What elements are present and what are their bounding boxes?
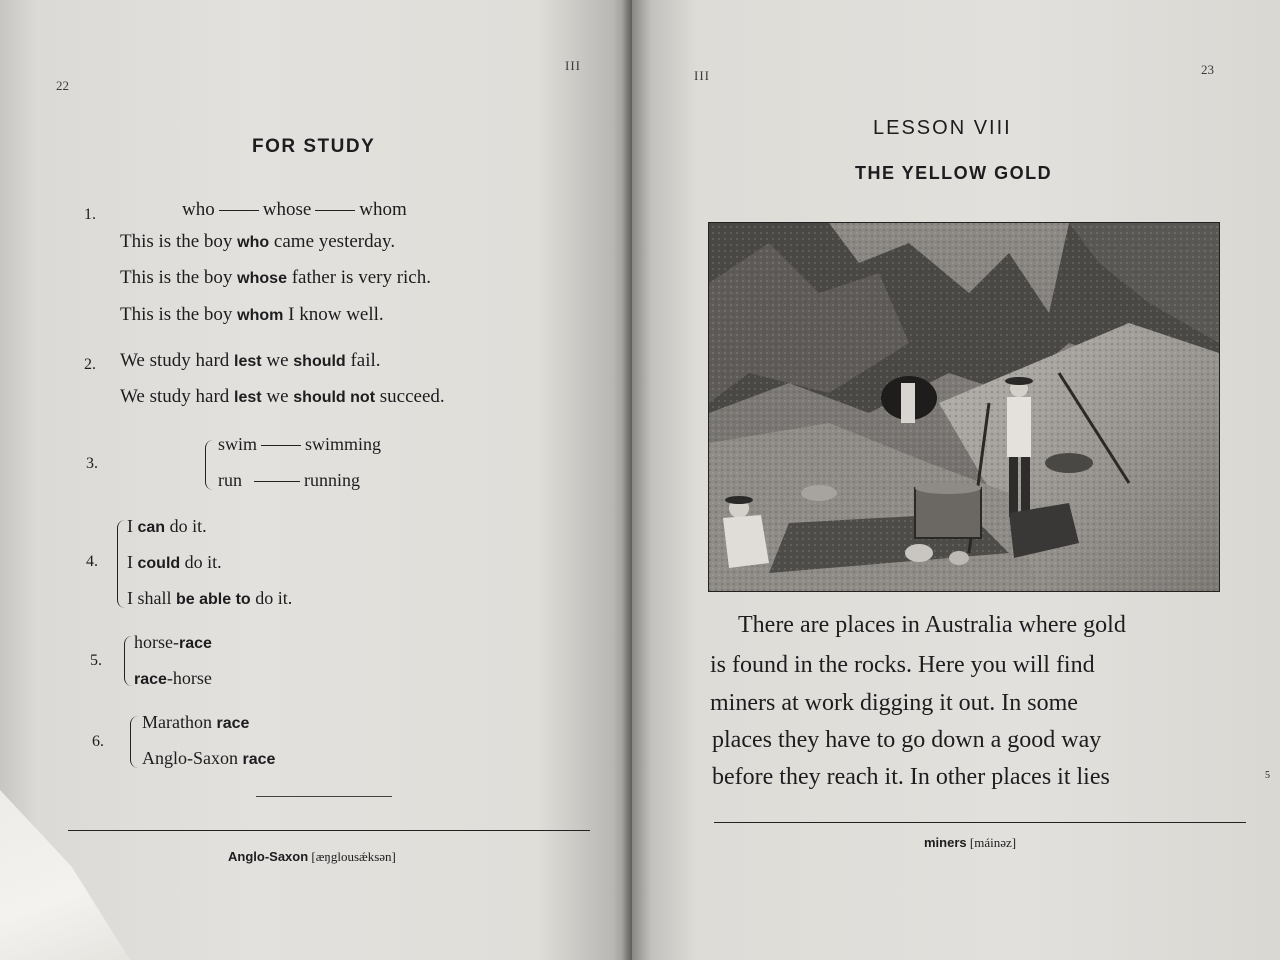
- example-sentence: [120, 267, 431, 289]
- sentence-text: This is the boy: [120, 231, 233, 252]
- bold-word: should: [293, 353, 346, 370]
- bold-word: should not: [293, 389, 376, 406]
- bold-word: race: [178, 635, 212, 652]
- word-pair: [218, 434, 381, 455]
- bold-word: race: [134, 671, 167, 688]
- derived-word: swimming: [305, 434, 382, 454]
- item-number: 2.: [84, 356, 96, 373]
- lesson-text-line: There are places in Australia where gold: [738, 612, 1126, 638]
- footnote-rule: [714, 822, 1246, 823]
- footnote-word: Anglo-Saxon: [228, 849, 309, 864]
- sentence-text: succeed.: [379, 386, 445, 407]
- phrase: [142, 748, 275, 769]
- footnote-word: miners: [924, 835, 967, 850]
- lesson-title: THE YELLOW GOLD: [855, 163, 1053, 183]
- sentence-text: father is very rich.: [291, 267, 431, 288]
- word-who: who: [182, 199, 215, 220]
- sentence-text: I shall: [127, 588, 172, 608]
- bold-word: lest: [234, 389, 262, 406]
- lesson-text-line: is found in the rocks. Here you will find: [710, 652, 1095, 678]
- dash: [219, 210, 259, 211]
- word-whose: whose: [262, 199, 312, 220]
- example-sentence: [120, 304, 384, 326]
- line-number-marker: 5: [1265, 770, 1270, 781]
- sentence-text: came yesterday.: [273, 231, 396, 252]
- dash: [254, 481, 300, 482]
- footnote: [924, 835, 1016, 851]
- sentence-text: I: [127, 516, 133, 536]
- word-forms-row: [182, 199, 407, 221]
- example-sentence: [120, 350, 381, 372]
- item-number: 3.: [86, 455, 98, 472]
- brace: [130, 716, 139, 768]
- word-pair: [218, 470, 360, 491]
- derived-word: running: [304, 470, 360, 490]
- bold-word: be able to: [176, 591, 251, 608]
- lesson-text-line: miners at work digging it out. In some: [710, 690, 1078, 716]
- word-part: horse-: [134, 632, 179, 652]
- bold-word: who: [237, 234, 270, 251]
- bold-word: could: [137, 555, 181, 572]
- page-number: 23: [1201, 62, 1214, 77]
- dash: [261, 445, 301, 446]
- modal-sentence: [127, 552, 222, 573]
- phrase: [142, 712, 249, 733]
- bold-word: lest: [234, 353, 262, 370]
- modal-sentence: [127, 588, 292, 609]
- lesson-text-line: places they have to go down a good way: [712, 727, 1102, 753]
- sentence-text: we: [266, 386, 289, 407]
- brace: [205, 440, 214, 490]
- bold-word: race: [242, 751, 276, 768]
- bold-word: whom: [237, 307, 284, 324]
- sentence-text: We study hard: [120, 386, 230, 407]
- page-number: 22: [56, 78, 69, 93]
- bold-word: whose: [237, 270, 287, 287]
- sentence-text: I know well.: [288, 304, 384, 325]
- sentence-text: We study hard: [120, 350, 230, 371]
- sentence-text: do it.: [255, 588, 293, 608]
- dash: [315, 210, 355, 211]
- sentence-text: This is the boy: [120, 304, 233, 325]
- example-sentence: [120, 231, 395, 253]
- footnote-rule: [68, 830, 590, 831]
- phrase-text: Anglo-Saxon: [142, 748, 238, 768]
- base-word: swim: [218, 434, 258, 454]
- sentence-text: I: [127, 552, 133, 572]
- sentence-text: do it.: [184, 552, 222, 572]
- sentence-text: This is the boy: [120, 267, 233, 288]
- chapter-marker: III: [694, 68, 710, 83]
- sentence-text: we: [266, 350, 289, 371]
- bold-word: can: [137, 519, 166, 536]
- word-part: -horse: [166, 668, 212, 688]
- item-number: 4.: [86, 553, 98, 570]
- item-number: 1.: [84, 206, 96, 223]
- folded-page-corner: [0, 790, 130, 960]
- footnote-pronunciation: [æŋglousǽksən]: [311, 849, 396, 864]
- sentence-text: fail.: [350, 350, 381, 371]
- word-whom: whom: [359, 199, 407, 220]
- example-sentence: [120, 386, 445, 408]
- footnote: [228, 849, 396, 865]
- compound-word: [134, 668, 212, 689]
- phrase-text: Marathon: [142, 712, 212, 732]
- item-number: 5.: [90, 652, 102, 669]
- gold-miners-illustration: [708, 222, 1220, 592]
- lesson-text-line: before they reach it. In other places it lies: [712, 764, 1110, 790]
- left-page: [0, 0, 632, 960]
- section-divider: [256, 796, 392, 797]
- modal-sentence: [127, 516, 207, 537]
- compound-word: [134, 632, 212, 653]
- footnote-pronunciation: [máinəz]: [969, 835, 1017, 850]
- chapter-marker: III: [565, 58, 581, 73]
- lesson-heading: LESSON VIII: [873, 117, 1012, 139]
- sentence-text: do it.: [169, 516, 207, 536]
- study-heading: FOR STUDY: [252, 136, 376, 157]
- bold-word: race: [216, 715, 250, 732]
- item-number: 6.: [92, 733, 104, 750]
- brace: [124, 636, 133, 686]
- brace: [117, 520, 126, 608]
- base-word: run: [218, 470, 242, 490]
